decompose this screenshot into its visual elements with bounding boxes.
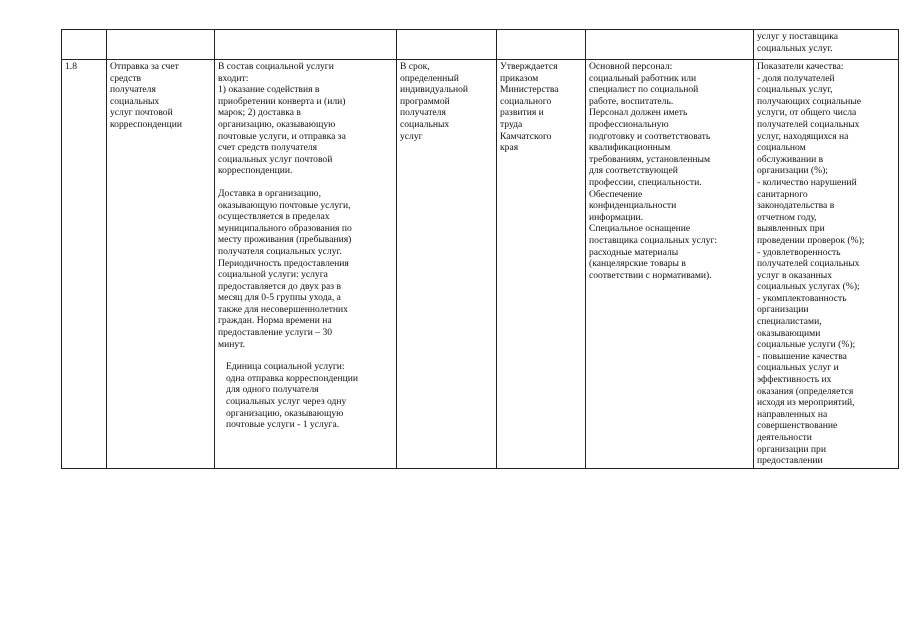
text-line: услуг почтовой	[110, 107, 173, 119]
text-line: отчетном году,	[757, 211, 817, 223]
text-line: исходя из мероприятий,	[757, 397, 855, 409]
text-line: услуг в оказанных	[757, 269, 833, 281]
text-line: Основной персонал:	[589, 61, 673, 72]
text-line: социальных услуг и	[757, 362, 839, 374]
cell-name-empty	[107, 30, 215, 60]
text-line: профессиональную	[589, 118, 669, 130]
description-paragraph-1	[218, 61, 393, 177]
cell-service-name	[107, 60, 215, 469]
cell-description-empty	[215, 30, 397, 60]
text-line: (канцелярские товары в	[589, 258, 686, 270]
text-line: Обеспечение	[589, 188, 643, 200]
text-line: Доставка в организацию,	[218, 187, 321, 199]
text-line: организации при	[757, 443, 826, 455]
text-line: приобретении конверта и (или)	[218, 95, 346, 107]
text-line: социальных	[110, 95, 160, 107]
text-line: социальных услуг почтовой	[218, 153, 333, 165]
text-line: организацию, оказывающую	[226, 407, 344, 419]
text-line: развития и	[500, 107, 544, 119]
text-line: расходные материалы	[589, 246, 679, 258]
text-line: деятельности	[757, 432, 812, 443]
text-line: минут.	[218, 338, 246, 350]
text-line: предоставляется до двух раз в	[218, 280, 341, 292]
text-line: конфиденциальности	[589, 200, 677, 212]
cell-service-description	[215, 60, 397, 469]
text-line: индивидуальной	[400, 84, 469, 96]
text-line: приказом	[500, 72, 539, 84]
text-line: социальный работник или	[589, 72, 697, 84]
text-line: выявленных при	[757, 223, 825, 235]
text-line: для одного получателя	[226, 384, 319, 396]
text-line: организацию, оказывающую	[218, 118, 336, 130]
cell-row-number: 1.8	[62, 60, 107, 469]
text-line: социального	[500, 95, 552, 107]
text-line: получателя	[400, 107, 446, 119]
text-line: В срок,	[400, 61, 430, 72]
text-line: граждан. Норма времени на	[218, 315, 332, 327]
text-line: Показатели качества:	[757, 61, 844, 72]
text-line: законодательства в	[757, 200, 835, 212]
text-line: услуги, от общего числа	[757, 107, 857, 119]
text-line: поставщика социальных услуг:	[589, 234, 718, 246]
text-line: социальные услуги (%);	[757, 339, 856, 351]
text-line: Отправка за счет	[110, 61, 179, 72]
text-line: корреспонденции.	[218, 165, 293, 177]
text-line: В состав социальной услуги	[218, 61, 334, 72]
text-line: направленных на	[757, 408, 828, 420]
text-line: входит:	[218, 72, 249, 84]
description-paragraph-3	[218, 361, 393, 431]
text-line: также для несовершеннолетних	[218, 303, 348, 315]
text-line: 1) оказание содействия в	[218, 84, 320, 96]
text-line: организации (%);	[757, 165, 828, 177]
text-line: почтовые услуги, и отправка за	[218, 130, 346, 142]
cell-indicators-continued	[754, 30, 899, 60]
text-line: осуществляется в пределах	[218, 211, 330, 223]
text-line: Персонал должен иметь	[589, 107, 688, 119]
text-line: подготовку и соответствовать	[589, 130, 711, 142]
text-line: работе, воспитатель.	[589, 95, 674, 107]
text-line: Периодичность предоставления	[218, 257, 349, 269]
text-line: проведении проверок (%);	[757, 234, 865, 246]
text-line: - доля получателей	[757, 72, 835, 84]
text-line: - укомплектованность	[757, 292, 847, 304]
services-table	[61, 29, 899, 469]
text-line: соответствии с нормативами).	[589, 269, 712, 281]
text-line: Специальное оснащение	[589, 223, 691, 235]
cell-term-empty	[397, 30, 497, 60]
text-line: социальных услуг через одну	[226, 396, 347, 408]
text-line: Единица социальной услуги:	[226, 361, 345, 373]
text-line: муниципального образования по	[218, 222, 352, 234]
text-line: социальных услуг.	[757, 42, 833, 54]
description-paragraph-2	[218, 188, 393, 350]
text-line: - удовлетворенность	[757, 246, 841, 258]
text-line: оказывающими	[757, 327, 821, 339]
text-line: месту проживания (пребывания)	[218, 234, 352, 246]
text-line: Утверждается	[500, 61, 558, 72]
text-line: социальном	[757, 142, 806, 154]
text-line: Министерства	[500, 84, 559, 96]
cell-service-term	[397, 60, 497, 469]
table-row-continued	[62, 30, 899, 60]
text-line: средств	[110, 72, 142, 84]
text-line: для соответствующей	[589, 165, 678, 177]
text-line: труда	[500, 118, 523, 130]
text-line: требованиям, установленным	[589, 153, 711, 165]
text-line: услуг у поставщика	[757, 31, 838, 42]
cell-number-empty	[62, 30, 107, 60]
text-line: счет средств получателя	[218, 142, 318, 154]
text-line: совершенствование	[757, 420, 838, 432]
text-line: определенный	[400, 72, 459, 84]
text-line: получателя	[110, 84, 156, 96]
text-line: эффективность их	[757, 374, 832, 386]
cell-standard-empty	[497, 30, 586, 60]
text-line: предоставление услуги – 30	[218, 327, 333, 339]
text-line: почтовые услуги - 1 услуга.	[226, 419, 340, 431]
text-line: получателей социальных	[757, 118, 860, 130]
text-line: получающих социальные	[757, 95, 862, 107]
text-line: - повышение качества	[757, 350, 847, 362]
text-line: программой	[400, 95, 450, 107]
text-line: информации.	[589, 211, 643, 223]
table-row-1-8	[62, 60, 899, 469]
text-line: корреспонденции	[110, 118, 183, 130]
text-line: специалист по социальной	[589, 84, 699, 96]
text-line: специалистами,	[757, 316, 822, 328]
text-line: услуг	[400, 130, 423, 142]
text-line: Камчатского	[500, 130, 552, 142]
text-line: марок; 2) доставка в	[218, 107, 301, 119]
text-line: социальной услуги: услуга	[218, 269, 328, 281]
cell-quality-indicators	[754, 60, 899, 469]
text-line: социальных	[400, 118, 450, 130]
cell-service-conditions	[586, 60, 754, 469]
text-line: края	[500, 142, 519, 154]
text-line: получателей социальных	[757, 258, 860, 270]
text-line: одна отправка корреспонденции	[226, 372, 359, 384]
text-line: социальных услуг,	[757, 84, 833, 96]
text-line: - количество нарушений	[757, 176, 857, 188]
text-line: социальных услугах (%);	[757, 281, 860, 293]
text-line: организации	[757, 304, 809, 316]
text-line: профессии, специальности.	[589, 176, 702, 188]
text-line: предоставлении	[757, 455, 823, 467]
text-line: квалификационным	[589, 142, 671, 154]
text-line: обслуживании в	[757, 153, 824, 165]
text-line: оказания (определяется	[757, 385, 854, 397]
text-line: услуг, находящихся на	[757, 130, 849, 142]
text-line: месяц для 0-5 группы ухода, а	[218, 292, 341, 304]
text-line: получателя социальных услуг.	[218, 245, 342, 257]
cell-service-standard	[497, 60, 586, 469]
cell-conditions-empty	[586, 30, 754, 60]
text-line: санитарного	[757, 188, 808, 200]
text-line: оказывающую почтовые услуги,	[218, 199, 351, 211]
